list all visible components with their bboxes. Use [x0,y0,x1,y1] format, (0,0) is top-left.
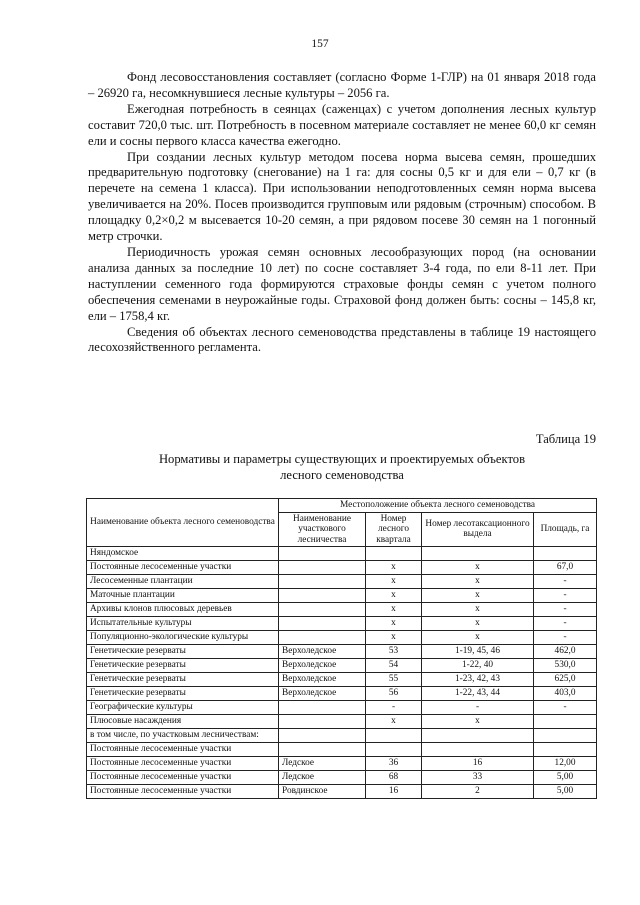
cell-section: 2 [422,785,534,799]
cell-section: 1-22, 40 [422,659,534,673]
cell-quarter: x [366,575,422,589]
cell-forestry [279,701,366,715]
table-row [87,603,597,617]
cell-object-name: Популяционно-экологические культуры [87,631,279,645]
cell-quarter: 55 [366,673,422,687]
cell-section: x [422,631,534,645]
cell-forestry: Верхоледское [279,687,366,701]
header-forestry: Наименование участкового лесничества [279,512,366,547]
header-location: Местоположение объекта лесного семеноводства [279,499,597,513]
table-row [87,757,597,771]
cell-area: 530,0 [534,659,597,673]
cell-object-name: Няндомское [87,547,279,561]
cell-area: 625,0 [534,673,597,687]
cell-object-name: Генетические резерваты [87,659,279,673]
table-title [88,451,596,483]
cell-area: - [534,701,597,715]
cell-quarter: x [366,589,422,603]
table-row [87,743,597,757]
table-body [87,547,597,799]
cell-area: - [534,603,597,617]
cell-quarter [366,729,422,743]
header-area: Площадь, га [534,512,597,547]
cell-forestry: Верхоледское [279,673,366,687]
paragraph: При создании лесных культур методом посева норма высева семян, прошедших предварительную подготовку (снегование) на 1 га: для сосны 0,5 кг и для ели – 0,7 кг (в перечете на семена 1 класса). При использовании неподготовленных семян норма высева увеличивается на 20%. Посев производится групповым или рядовым (строчным) способом. В площадку 0,2×0,2 м высевается 10-20 семян, а при рядовом посеве 30 семян на 1 погонный метр строчки. [88,149,596,244]
cell-object-name: Постоянные лесосеменные участки [87,771,279,785]
table-row [87,589,597,603]
cell-section: 1-23, 42, 43 [422,673,534,687]
cell-quarter: x [366,715,422,729]
paragraph: Фонд лесовосстановления составляет (согласно Форме 1-ГЛР) на 01 января 2018 года – 26920 га, несомкнувшиеся лесные культуры – 2056 га. [88,70,596,100]
table-row [87,645,597,659]
header-section: Номер лесотаксационного выдела [422,512,534,547]
cell-section [422,547,534,561]
cell-object-name: Постоянные лесосеменные участки [87,785,279,799]
cell-section: 16 [422,757,534,771]
cell-section: x [422,603,534,617]
cell-area [534,715,597,729]
cell-section [422,729,534,743]
cell-object-name: Генетические резерваты [87,645,279,659]
cell-forestry: Ледское [279,757,366,771]
cell-object-name: Лесосеменные плантации [87,575,279,589]
cell-section: x [422,617,534,631]
paragraph: Ежегодная потребность в сеянцах (саженцах) с учетом дополнения лесных культур составит 720,0 тыс. шт. Потребность в посевном материале составляет не менее 60,0 кг семян ели и сосны первого класса качества ежегодно. [88,101,596,148]
cell-quarter: 68 [366,771,422,785]
cell-object-name: Постоянные лесосеменные участки [87,757,279,771]
cell-forestry [279,603,366,617]
cell-forestry [279,715,366,729]
table-row [87,631,597,645]
cell-section: x [422,561,534,575]
cell-forestry: Верхоледское [279,645,366,659]
table-row [87,659,597,673]
cell-area: 5,00 [534,785,597,799]
table-row [87,701,597,715]
cell-quarter: x [366,603,422,617]
cell-area: - [534,589,597,603]
cell-section: 1-22, 43, 44 [422,687,534,701]
cell-forestry: Ледское [279,771,366,785]
cell-forestry [279,547,366,561]
cell-section: x [422,589,534,603]
cell-forestry: Ровдинское [279,785,366,799]
cell-area: 403,0 [534,687,597,701]
cell-forestry [279,729,366,743]
cell-section: - [422,701,534,715]
cell-object-name: Генетические резерваты [87,673,279,687]
table-row [87,575,597,589]
table-row [87,785,597,799]
table-title-line: Нормативы и параметры существующих и проектируемых объектов [158,452,526,466]
cell-section: 1-19, 45, 46 [422,645,534,659]
cell-quarter: x [366,561,422,575]
cell-quarter: x [366,631,422,645]
cell-area [534,547,597,561]
table-row [87,673,597,687]
cell-area: - [534,617,597,631]
cell-area: 5,00 [534,771,597,785]
cell-quarter [366,743,422,757]
cell-section: 33 [422,771,534,785]
header-object-name: Наименование объекта лесного семеноводства [87,499,279,547]
cell-forestry [279,617,366,631]
cell-quarter: x [366,617,422,631]
page-number: 157 [311,38,329,50]
cell-object-name: Испытательные культуры [87,617,279,631]
cell-area: - [534,631,597,645]
cell-quarter: 56 [366,687,422,701]
cell-object-name: в том числе, по участковым лесничествам: [87,729,279,743]
cell-quarter: 36 [366,757,422,771]
cell-forestry [279,561,366,575]
table-row [87,617,597,631]
cell-area: 12,00 [534,757,597,771]
cell-forestry: Верхоледское [279,659,366,673]
cell-quarter: 16 [366,785,422,799]
cell-area [534,729,597,743]
cell-section: x [422,715,534,729]
table-row [87,687,597,701]
cell-section [422,743,534,757]
header-quarter: Номер лесного квартала [366,512,422,547]
cell-object-name: Географические культуры [87,701,279,715]
cell-quarter: - [366,701,422,715]
cell-area [534,743,597,757]
cell-forestry [279,589,366,603]
cell-object-name: Маточные плантации [87,589,279,603]
cell-forestry [279,743,366,757]
paragraph: Периодичность урожая семян основных лесообразующих пород (на основании анализа данных за последние 10 лет) по сосне составляет 3-4 года, по ели 8-11 лет. При наступлении семенного года формируются страховые фонды семян с учетом полного обеспечения семенами в неурожайные годы. Страховой фонд должен быть: сосны – 145,8 кг, ели – 1758,4 кг. [88,244,596,323]
table-number: Таблица 19 [535,432,596,446]
cell-area: 462,0 [534,645,597,659]
cell-object-name: Архивы клонов плюсовых деревьев [87,603,279,617]
table-row [87,729,597,743]
seed-objects-table [86,498,597,799]
table-title-line: лесного семеноводства [280,468,404,482]
cell-object-name: Плюсовые насаждения [87,715,279,729]
cell-forestry [279,631,366,645]
cell-section: x [422,575,534,589]
cell-object-name: Постоянные лесосеменные участки [87,561,279,575]
cell-area: - [534,575,597,589]
table-row [87,715,597,729]
cell-forestry [279,575,366,589]
table-row [87,561,597,575]
cell-object-name: Генетические резерваты [87,687,279,701]
cell-quarter [366,547,422,561]
cell-object-name: Постоянные лесосеменные участки [87,743,279,757]
cell-quarter: 54 [366,659,422,673]
body-text [88,70,596,356]
cell-area: 67,0 [534,561,597,575]
paragraph: Сведения об объектах лесного семеноводства представлены в таблице 19 настоящего лесохозяйственного регламента. [88,324,596,355]
cell-quarter: 53 [366,645,422,659]
table-row [87,547,597,561]
table-row [87,771,597,785]
